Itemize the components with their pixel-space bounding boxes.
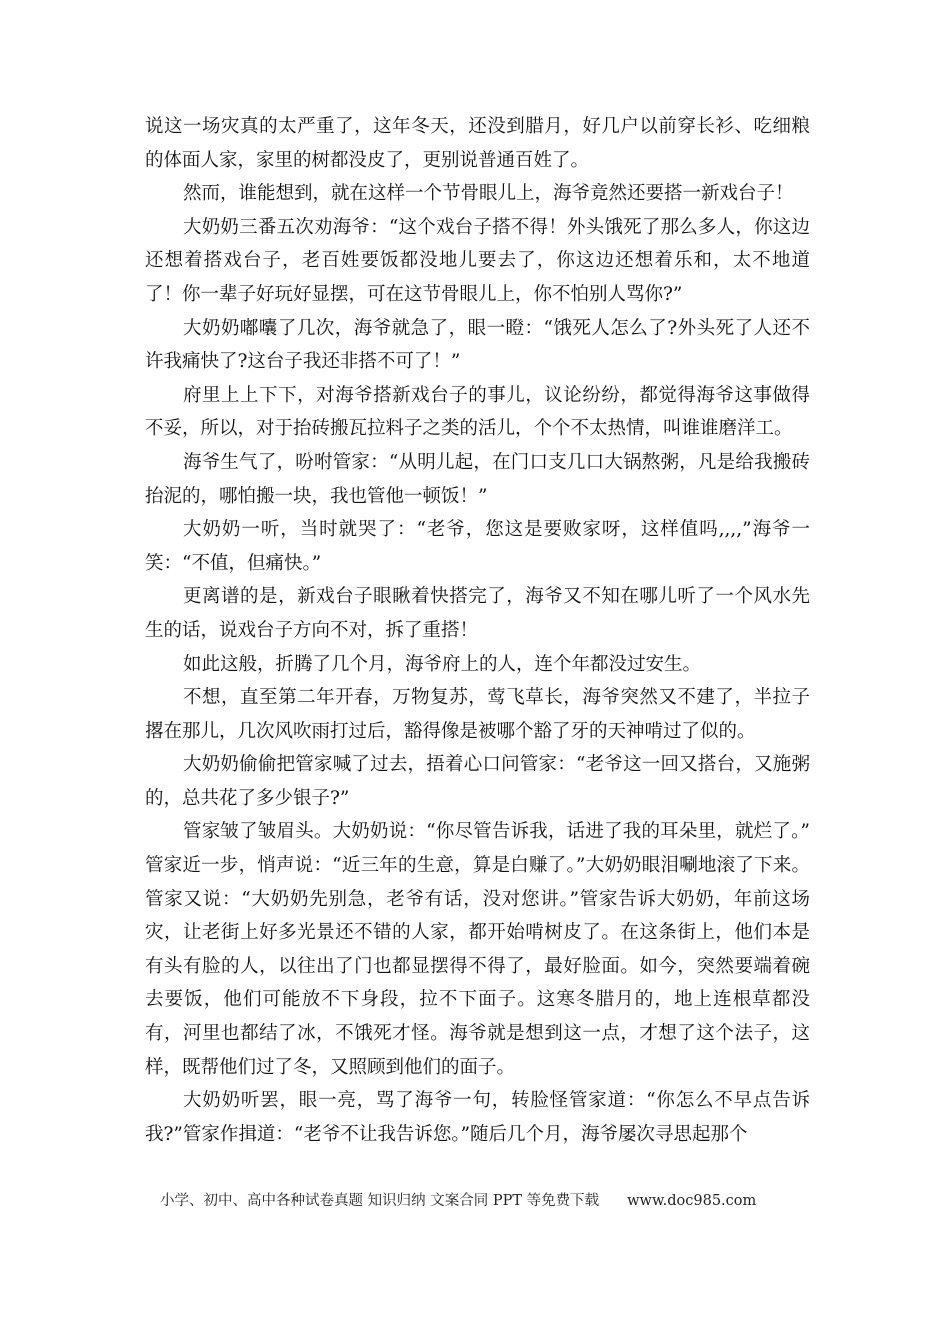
footer-site-link[interactable]: www.doc985.com [627, 1193, 757, 1209]
paragraph-8: 更离谱的是，新戏台子眼瞅着快搭完了，海爷又不知在哪儿听了一个风水先生的话，说戏台子方向不对，拆了重搭！ [145, 586, 810, 641]
paragraph-3: 大奶奶三番五次劝海爷：“这个戏台子搭不得！外头饿死了那么多人，你这边还想着搭戏台子，老百姓要饭都没地儿要去了，你这边还想着乐和，太不地道了！你一辈子好玩好显摆，可在这节骨眼儿上，你不怕别人骂你?” [145, 216, 810, 305]
paragraph-7: 大奶奶一听，当时就哭了：“老爷，您这是要败家呀，这样值吗,,,,”海爷一笑：“不值，但痛快。” [145, 519, 810, 574]
paragraph-9: 如此这般，折腾了几个月，海爷府上的人，连个年都没过安生。 [183, 653, 702, 675]
paragraph-11: 大奶奶偷偷把管家喊了过去，捂着心口问管家：“老爷这一回又搭台，又施粥的，总共花了多少银子?” [145, 754, 810, 809]
paragraph-2: 然而，谁能想到，就在这样一个节骨眼儿上，海爷竟然还要搭一新戏台子！ [183, 183, 794, 205]
paragraph-13: 大奶奶听罢，眼一亮，骂了海爷一句，转脸怪管家道：“你怎么不早点告诉我?”管家作揖道：“老爷不让我告诉您。”随后几个月，海爷屡次寻思起那个 [145, 1090, 810, 1145]
paragraph-12: 管家皱了皱眉头。大奶奶说：“你尽管告诉我，话进了我的耳朵里，就烂了。” 管家近一步，悄声说：“近三年的生意，算是白赚了。”大奶奶眼泪唰地滚了下来。 管家又说：“大奶奶先别急，老爷有话，没对您讲。”管家告诉大奶奶，年前这场灾，让老街上好多光景还不错的人家，都开始啃树皮了。在这条街上，他们本是有头有脸的人，以往出了门也都显摆得不得了，最好脸面。如今，突然要端着碗去要饭，他们可能放不下身段，拉不下面子。这寒冬腊月的，地上连根草都没有，河里也都结了冰，不饿死才怪。海爷就是想到这一点，才想了这个法子，这样，既帮他们过了冬，又照顾到他们的面子。 [145, 821, 810, 1078]
story-text [145, 110, 810, 1151]
page-footer [160, 1189, 800, 1210]
footer-promo-text: 小学、初中、高中各种试卷真题 知识归纳 文案合同 PPT 等免费下载 [160, 1193, 600, 1209]
paragraph-6: 海爷生气了，吩咐管家：“从明儿起，在门口支几口大锅熬粥，凡是给我搬砖抬泥的，哪怕搬一块，我也管他一顿饭！” [145, 451, 810, 507]
paragraph-1: 说这一场灾真的太严重了，这年冬天，还没到腊月，好几户以前穿长衫、吃细粮的体面人家，家里的树都没皮了，更别说普通百姓了。 [145, 116, 810, 171]
paragraph-10: 不想，直至第二年开春，万物复苏，莺飞草长，海爷突然又不建了，半拉子撂在那儿，几次风吹雨打过后，豁得像是被哪个豁了牙的天神啃过了似的。 [145, 687, 810, 742]
paragraph-4: 大奶奶嘟囔了几次，海爷就急了，眼一瞪：“饿死人怎么了?外头死了人还不许我痛快了?这台子我还非搭不可了！” [145, 317, 810, 373]
paragraph-5: 府里上上下下，对海爷搭新戏台子的事儿，议论纷纷，都觉得海爷这事做得不妥，所以，对于抬砖搬瓦拉料子之类的活儿，个个不太热情，叫谁谁磨洋工。 [145, 384, 810, 440]
